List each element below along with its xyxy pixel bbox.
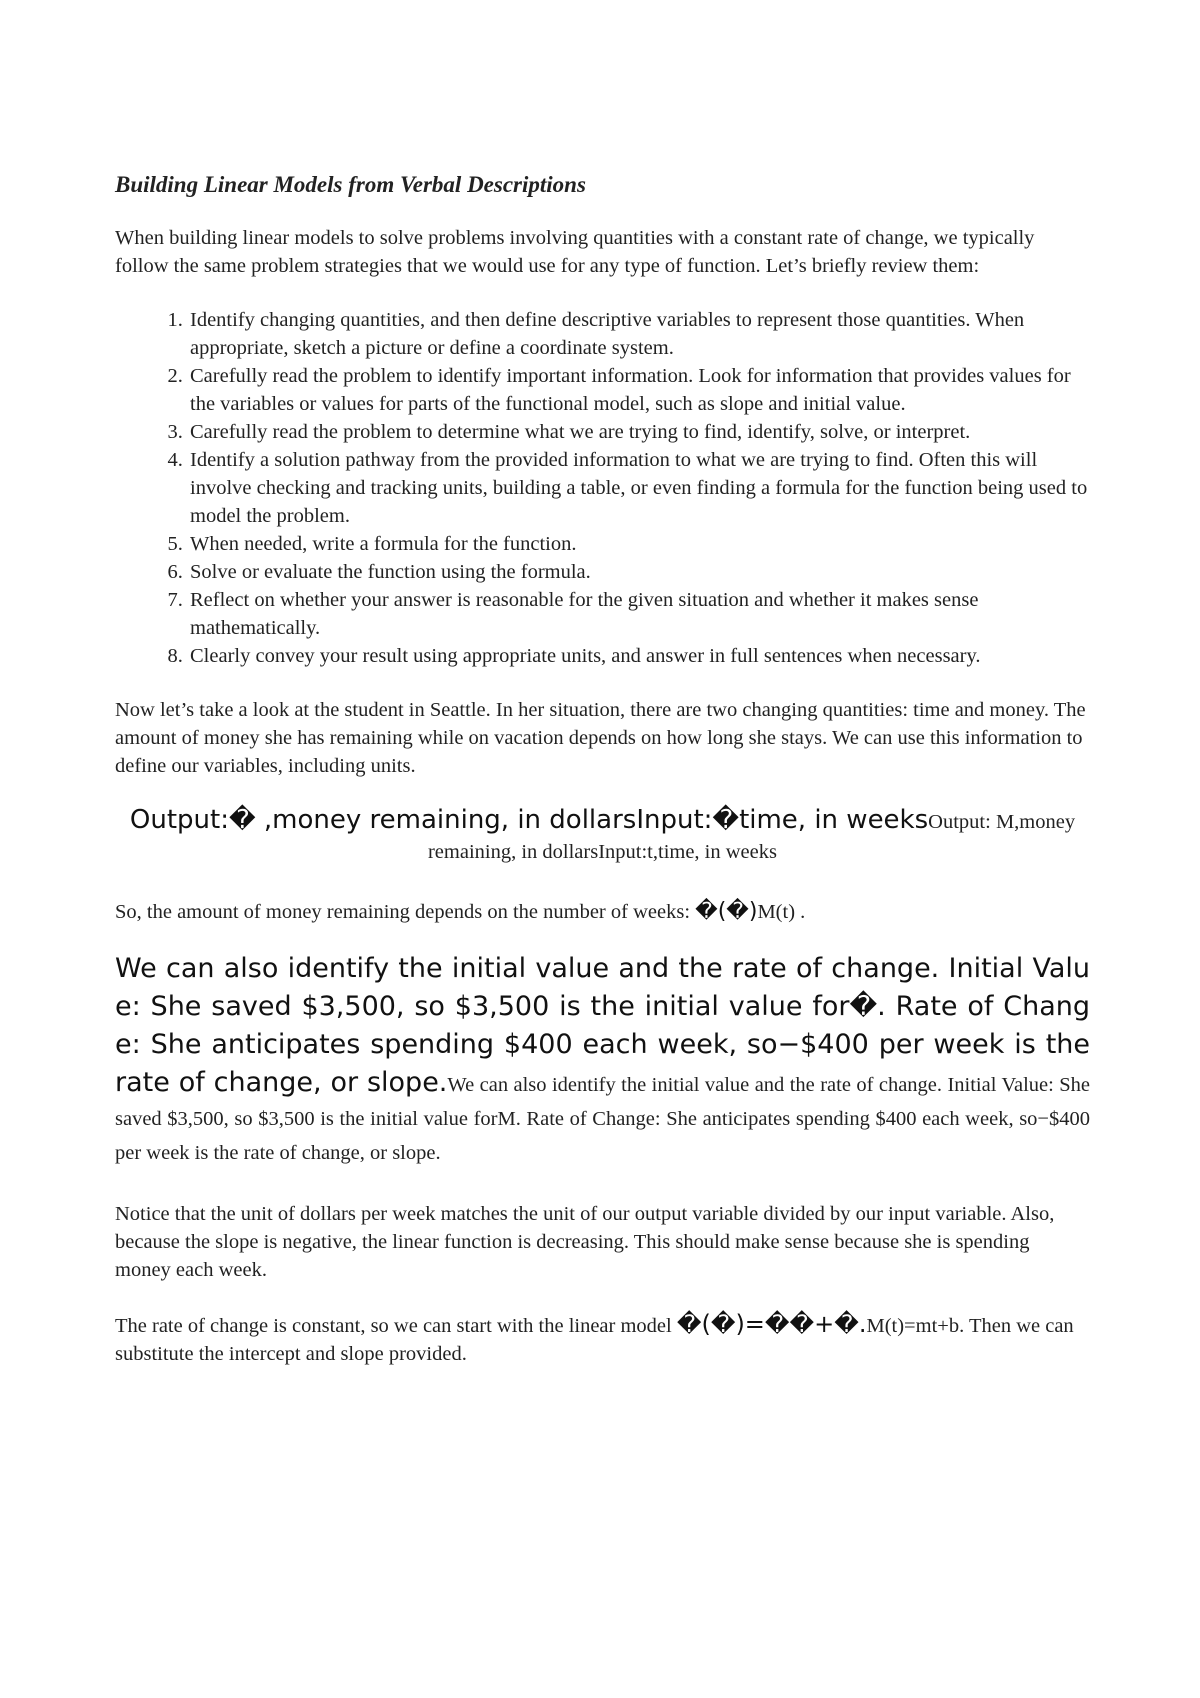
depends-text-fallback: M(t) . — [757, 901, 806, 923]
list-item: 5. When needed, write a formula for the function. — [188, 530, 1090, 558]
seattle-paragraph: Now let’s take a look at the student in Seattle. In her situation, there are two changing quantities: time and money. The amount of money she has remaining while on vacation depends on how long she stays. We can use this information to define our variables, including units. — [115, 699, 1086, 777]
intro-paragraph: When building linear models to solve problems involving quantities with a constant rate of change, we typically follow the same problem strategies that we would use for any type of function. Let’s briefly review them: — [115, 227, 1035, 277]
initial-rate-math-render: We can also identify the initial value and the rate of change. Initial Value: She saved $3,500, so $3,500 is the initial value for�. Rate of Change: She anticipates spending $400 each week, so−$400 per week is the rate of change, or slope. — [115, 953, 1090, 1098]
problem-strategy-list — [115, 306, 1090, 670]
list-item: 2. Carefully read the problem to identify important information. Look for information that provides values for the variables or values for parts of the functional model, such as slope and initial value. — [188, 362, 1090, 418]
initial-rate-text-fallback: We can also identify the initial value and the rate of change. Initial Value: She saved $3,500, so $3,500 is the initial value forM. Rate of Change: She anticipates spending $400 each week, so−$400 per week is the rate of change, or slope. — [115, 1074, 1091, 1164]
variables-math-render: Output:� ,money remaining, in dollarsInput:�time, in weeks — [129, 805, 929, 835]
variables-definition — [115, 806, 1090, 868]
depends-paragraph — [115, 898, 1090, 926]
document-content — [115, 170, 1090, 1394]
list-item: 7. Reflect on whether your answer is reasonable for the given situation and whether it makes sense mathematically. — [188, 586, 1090, 642]
list-item: 8. Clearly convey your result using appropriate units, and answer in full sentences when necessary. — [188, 642, 1090, 670]
list-item: 6. Solve or evaluate the function using the formula. — [188, 558, 1090, 586]
list-item: 1. Identify changing quantities, and then define descriptive variables to represent those quantities. When appropriate, sketch a picture or define a coordinate system. — [188, 306, 1090, 362]
depends-text: So, the amount of money remaining depends on the number of weeks: — [115, 901, 696, 923]
rate-paragraph — [115, 1310, 1090, 1368]
variables-text-fallback: Output: M,money remaining, in dollarsInput:t,time, in weeks — [427, 811, 1076, 863]
notice-paragraph: Notice that the unit of dollars per week matches the unit of our output variable divided by our input variable. Also, because the slope is negative, the linear function is decreasing. This should make sense because she is spending money each week. — [115, 1203, 1055, 1281]
initial-rate-block — [115, 952, 1090, 1172]
rate-text-fallback: M(t)=mt+b. Then we can substitute the intercept and slope provided. — [115, 1315, 1074, 1365]
rate-text: The rate of change is constant, so we can start with the linear model — [115, 1315, 677, 1337]
document-title: Building Linear Models from Verbal Descriptions — [115, 172, 586, 197]
depends-math-render: �(�) — [695, 899, 758, 924]
rate-math-render: �(�)=��+�. — [676, 1310, 867, 1338]
list-item: 3. Carefully read the problem to determine what we are trying to find, identify, solve, or interpret. — [188, 418, 1090, 446]
list-item: 4. Identify a solution pathway from the provided information to what we are trying to find. Often this will involve checking and tracking units, building a table, or even finding a formula for the function being used to model the problem. — [188, 446, 1090, 530]
